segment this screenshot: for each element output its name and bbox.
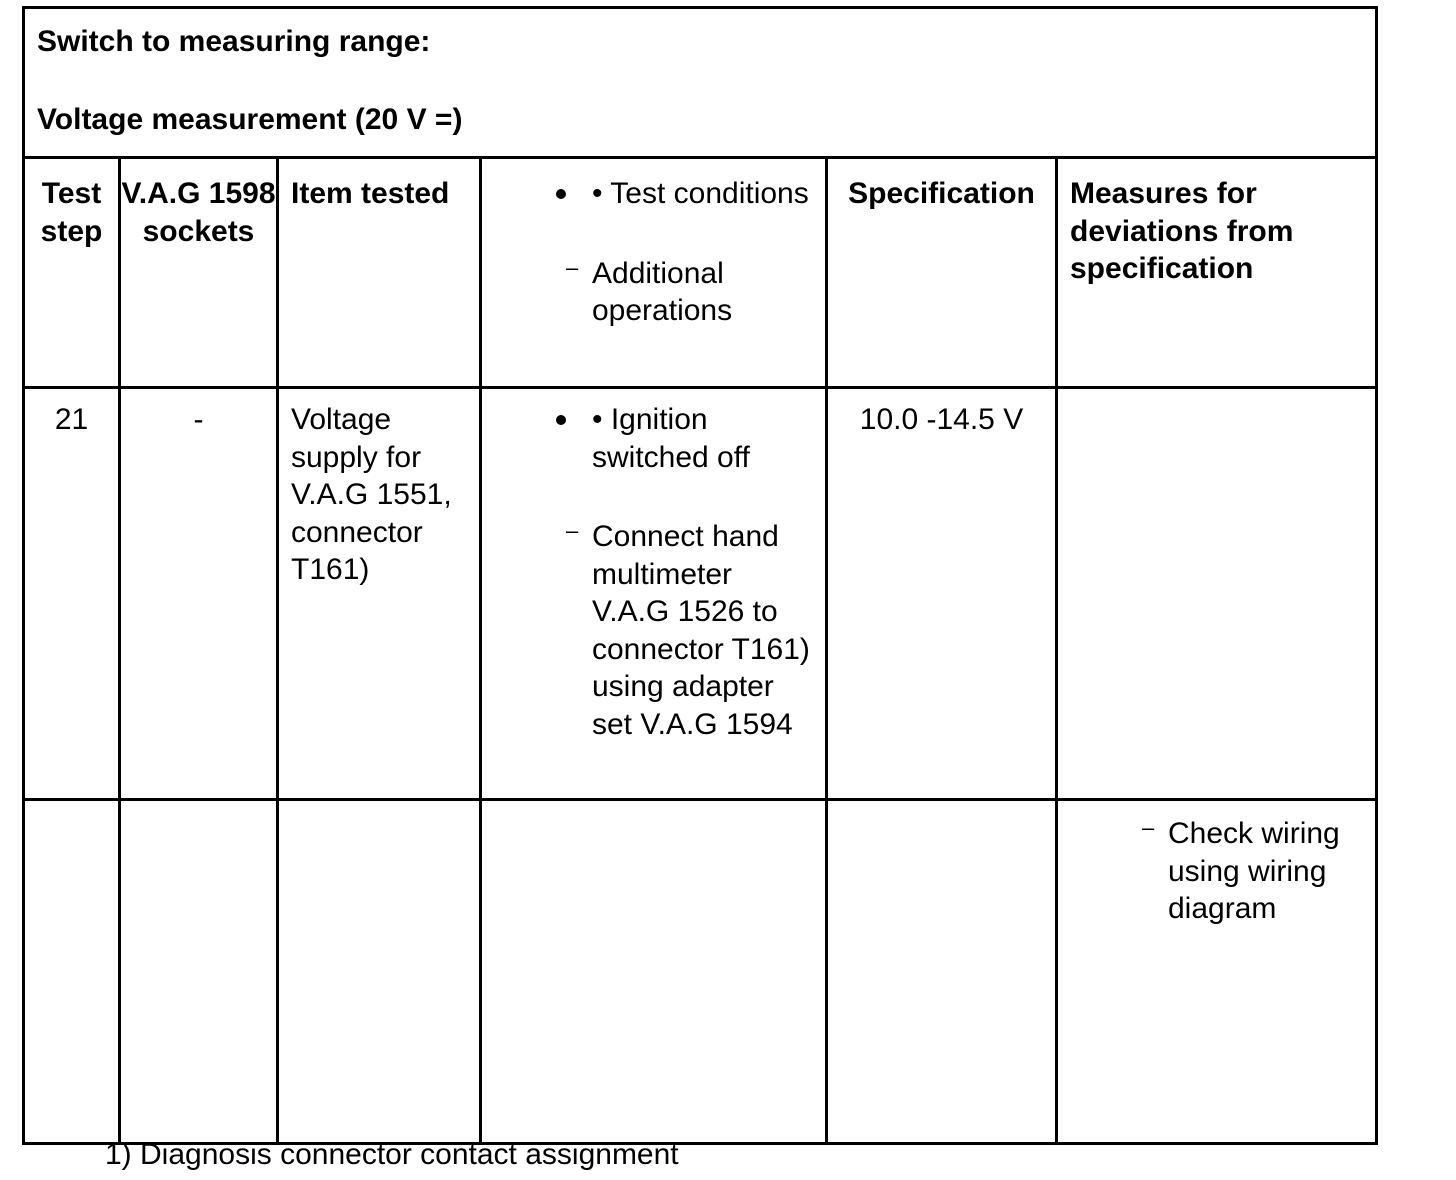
header-sockets: V.A.G 1598 sockets bbox=[120, 158, 278, 388]
table-row bbox=[24, 800, 1377, 1144]
dash-icon: – bbox=[566, 254, 579, 280]
cell-item-tested: Voltage supply for V.A.G 1551, connector T161) bbox=[278, 388, 481, 800]
cell-specification: 10.0 -14.5 V bbox=[827, 388, 1057, 800]
condition-item bbox=[592, 401, 817, 476]
header-measures: Measures for deviations from specification bbox=[1057, 158, 1377, 388]
test-table bbox=[22, 6, 1378, 1145]
header-specification: Specification bbox=[827, 158, 1057, 388]
footnote: 1) Diagnosis connector contact assignment bbox=[105, 1138, 679, 1171]
dash-icon: – bbox=[1142, 815, 1155, 840]
dash-icon: – bbox=[566, 518, 579, 543]
cell-measures bbox=[1057, 388, 1377, 800]
cell-sockets: - bbox=[120, 388, 278, 800]
cell-item-tested bbox=[278, 800, 481, 1144]
table-caption bbox=[24, 8, 1377, 158]
header-test-conditions: • Test conditions bbox=[592, 177, 809, 210]
cell-conditions bbox=[481, 388, 827, 800]
bullet-icon bbox=[556, 189, 566, 199]
header-condition-item bbox=[592, 175, 817, 213]
measure-item bbox=[1142, 815, 1369, 928]
header-operation-item bbox=[566, 254, 817, 330]
cell-test-step: 21 bbox=[24, 388, 120, 800]
cell-sockets bbox=[120, 800, 278, 1144]
cell-specification bbox=[827, 800, 1057, 1144]
cell-condition: • Ignition switched off bbox=[592, 403, 750, 474]
caption-line-2: Voltage measurement (20 V =) bbox=[37, 102, 463, 136]
cell-measures bbox=[1057, 800, 1377, 1144]
cell-conditions bbox=[481, 800, 827, 1144]
cell-measure-text: Check wiring using wiring diagram bbox=[1168, 817, 1340, 925]
bullet-icon bbox=[556, 415, 566, 425]
table-row bbox=[24, 388, 1377, 800]
header-item-tested: Item tested bbox=[278, 158, 481, 388]
cell-test-step bbox=[24, 800, 120, 1144]
header-conditions bbox=[481, 158, 827, 388]
operation-item bbox=[566, 518, 817, 743]
header-test-step: Test step bbox=[24, 158, 120, 388]
cell-operation: Connect hand multimeter V.A.G 1526 to connector T161) using adapter set V.A.G 1594 bbox=[592, 520, 810, 741]
header-row bbox=[24, 158, 1377, 388]
header-additional-operations: Additional operations bbox=[592, 256, 733, 327]
caption-line-1: Switch to measuring range: bbox=[37, 25, 431, 58]
